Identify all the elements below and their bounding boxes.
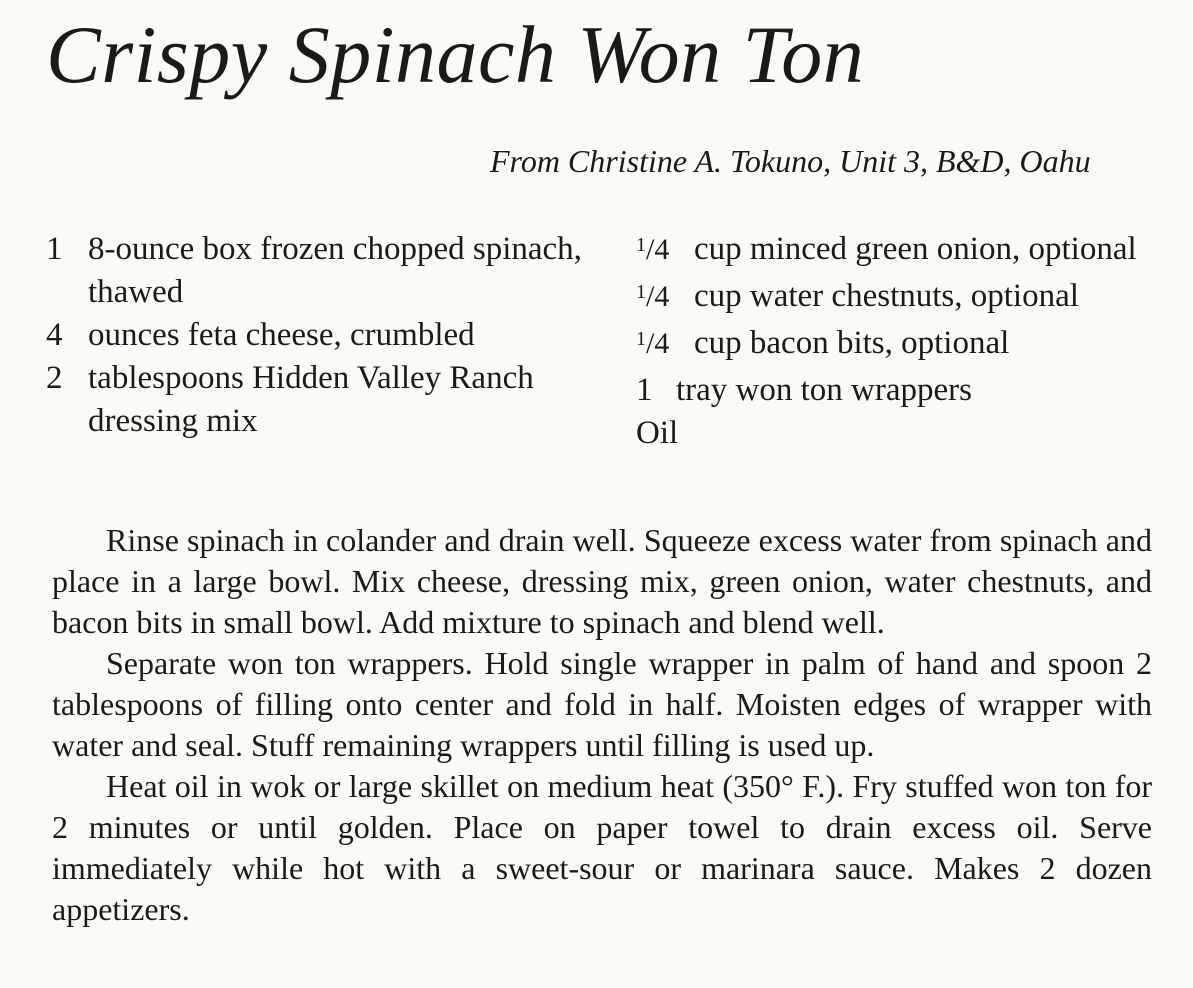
ingredient-description: ounces feta cheese, crumbled [88, 317, 475, 353]
instruction-paragraph: Separate won ton wrappers. Hold single wrapper in palm of hand and spoon 2 tablespoons of filling onto center and fold in half. Moisten edges of wrapper with water and seal. Stuff remaining wrappers until filling is used up. [52, 645, 1152, 763]
ingredient-quantity: 1 [636, 372, 653, 408]
fraction-numerator: 1 [636, 234, 646, 256]
ingredient-quantity: 4 [46, 317, 63, 353]
ingredient-description: 8-ounce box frozen chopped spinach, thawed [88, 231, 582, 310]
recipe-instructions [52, 520, 1152, 930]
recipe-attribution: From Christine A. Tokuno, Unit 3, B&D, Oahu [490, 143, 1091, 179]
fraction-numerator: 1 [636, 281, 646, 303]
ingredient-description: cup bacon bits, optional [694, 325, 1010, 361]
ingredient-quantity-fraction: $^1$/4 [636, 327, 670, 360]
ingredient-item [46, 228, 606, 314]
ingredient-description: tray won ton wrappers [676, 372, 973, 408]
fraction-denominator: 4 [654, 280, 670, 313]
instruction-paragraph: Heat oil in wok or large skillet on medium heat (350° F.). Fry stuffed won ton for 2 minutes or until golden. Place on paper towel to drain excess oil. Serve immediately while hot with a sweet-sour or marinara sauce. Makes 2 dozen appetizers. [52, 768, 1152, 927]
fraction-denominator: 4 [654, 327, 670, 360]
instruction-paragraph: Rinse spinach in colander and drain well. Squeeze excess water from spinach and place in a large bowl. Mix cheese, dressing mix, green onion, water chestnuts, and bacon bits in small bowl. Add mixture to spinach and blend well. [52, 522, 1152, 640]
ingredient-item [46, 314, 606, 357]
ingredients-left-column [46, 228, 606, 443]
ingredient-item [46, 357, 606, 443]
ingredient-description: cup water chestnuts, optional [694, 278, 1079, 314]
ingredient-quantity: 1 [46, 231, 63, 267]
ingredient-description: Oil [636, 415, 679, 451]
ingredients-right-column [636, 228, 1176, 455]
ingredient-description: tablespoons Hidden Valley Ranch dressing mix [88, 360, 534, 439]
ingredient-item [636, 228, 1176, 275]
ingredient-item [636, 369, 1176, 412]
ingredient-quantity: 2 [46, 360, 63, 396]
ingredient-item [636, 322, 1176, 369]
ingredient-item [636, 412, 1176, 455]
recipe-title: Crispy Spinach Won Ton [46, 9, 865, 100]
ingredient-item [636, 275, 1176, 322]
ingredient-description: cup minced green onion, optional [694, 231, 1137, 267]
ingredient-quantity-fraction: $^1$/4 [636, 233, 670, 266]
fraction-numerator: 1 [636, 328, 646, 350]
ingredient-quantity-fraction: $^1$/4 [636, 280, 670, 313]
fraction-denominator: 4 [654, 233, 670, 266]
